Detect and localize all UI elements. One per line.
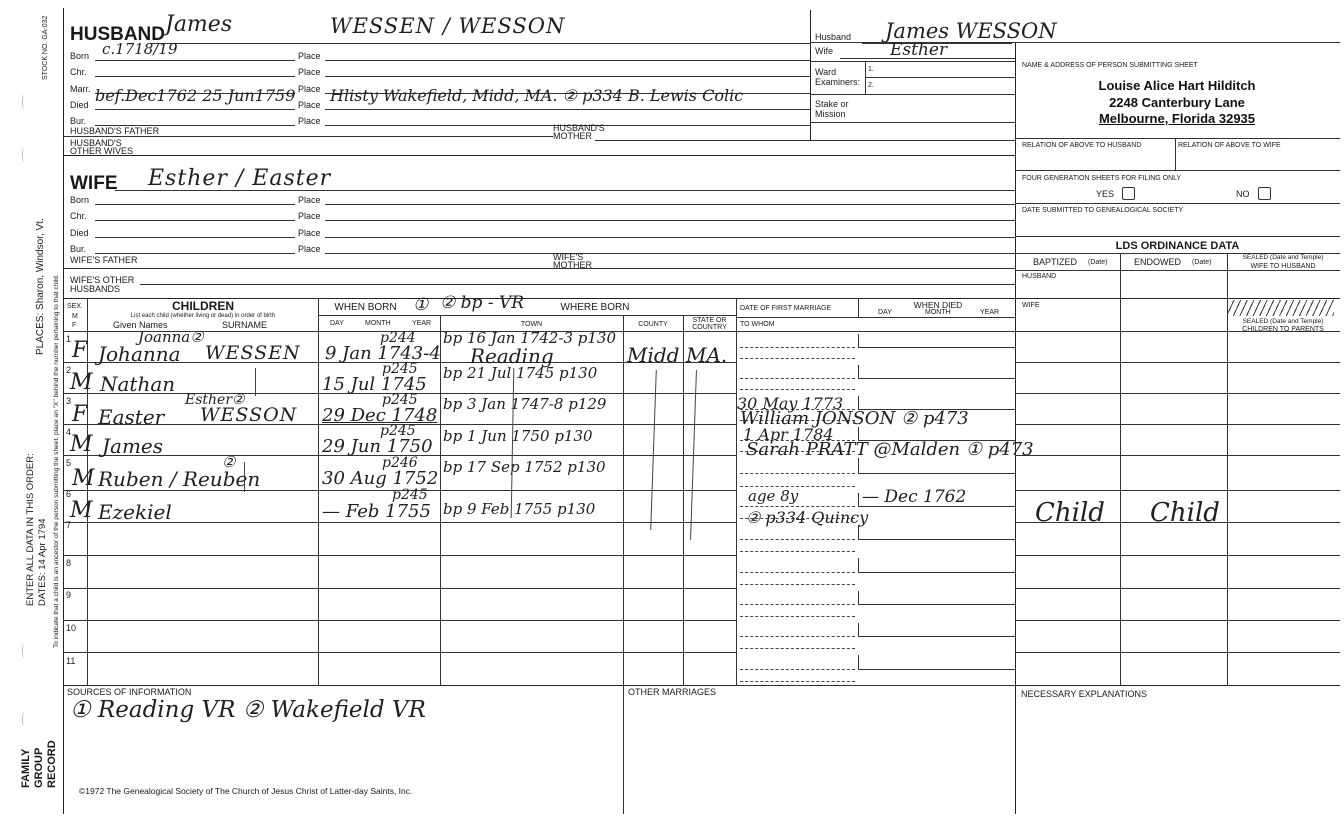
child-sex: F (72, 338, 88, 363)
date-submitted-label: DATE SUBMITTED TO GENEALOGICAL SOCIETY (1022, 207, 1184, 214)
where-born-mark: ② bp - VR (440, 293, 525, 313)
child-given-name: Easter (98, 405, 165, 429)
marriage-date-line (740, 636, 855, 637)
died-box-side (858, 655, 859, 669)
four-gen-yes-label: YES (1096, 189, 1115, 199)
children-instruction: List each child (whether living or dead) in order of birth (130, 313, 276, 319)
line (325, 60, 810, 61)
died-line (858, 572, 1015, 573)
marriage-date-line (740, 539, 855, 540)
child-born-page: p245 (382, 361, 418, 377)
child-born-page: p244 (380, 330, 416, 346)
marriage-date-line (740, 347, 855, 348)
child-marriage-date: 1 Apr 1784 (743, 425, 834, 444)
sex-m: M (72, 313, 78, 320)
line (325, 204, 1015, 205)
header-wife-value: Esther (890, 40, 948, 60)
child-given-alt: Esther② (185, 392, 245, 408)
wife-father-label: WIFE'S FATHER (70, 255, 138, 265)
child-number: 6 (66, 489, 72, 499)
marriage-spouse-line (740, 616, 855, 617)
marriage-date-line (740, 473, 855, 474)
husband-chr-label: Chr. (70, 67, 87, 77)
header-husband-label: Husband (815, 32, 852, 42)
line (95, 76, 295, 77)
husband-marr-label: Marr. (70, 84, 91, 94)
wife-born-place-label: Place (298, 195, 321, 205)
child-where: bp 3 Jan 1747-8 p129 (443, 395, 607, 413)
child-number: 1 (66, 334, 72, 344)
marriage-spouse-line (740, 358, 855, 359)
husband-died-place: Hlisty Wakefield, Midd, MA. ② p334 B. Lewis Colic (330, 86, 744, 105)
wife-bur-label: Bur. (70, 244, 87, 254)
line (1015, 270, 1340, 271)
died-box-side (858, 558, 859, 572)
lds-row-line (1015, 455, 1340, 456)
husband-born-value: c.1718/19 (102, 40, 178, 58)
child-born-date: 9 Jan 1743-4 (325, 343, 441, 364)
lds-hatched-box (1228, 300, 1334, 316)
wife-mother-label-2: MOTHER (553, 260, 592, 270)
line (810, 122, 1015, 123)
child-spouse: William JONSON ② p473 (740, 408, 969, 429)
child-number: 10 (66, 623, 77, 633)
line (595, 140, 1015, 141)
footer-divider (623, 685, 624, 814)
marriage-spouse-line (740, 681, 855, 682)
copyright: ©1972 The Genealogical Society of The Church of Jesus Christ of Latter-day Saints, Inc. (79, 786, 413, 796)
lds-row-line (1015, 490, 1340, 491)
header-husband-value: James WESSON (885, 19, 1057, 43)
lds-sealed-wife-2: WIFE TO HUSBAND (1250, 263, 1316, 270)
born-year-header: YEAR (412, 320, 432, 327)
lds-row-line (1015, 522, 1340, 523)
wife-chr-place-label: Place (298, 211, 321, 221)
child-row-line (63, 652, 736, 653)
lds-sealed-wife-1: SEALED (Date and Temple) (1242, 254, 1324, 261)
header-box-divider (810, 10, 811, 140)
died-line (858, 636, 1015, 637)
given-names-header: Given Names (113, 320, 168, 330)
dates-example: DATES: 14 Apr 1794 (37, 518, 48, 606)
lds-row-line (1015, 588, 1340, 589)
child-sex: F (72, 402, 88, 427)
died-line (858, 669, 1015, 670)
lds-title: LDS ORDINANCE DATA (1115, 240, 1240, 252)
died-line (858, 347, 1015, 348)
marriage-col-divider (736, 298, 737, 685)
child-born-page: p245 (382, 392, 418, 408)
family-group-record-2: GROUP (33, 747, 45, 788)
husband-died-label: Died (70, 100, 89, 110)
town-col-divider (440, 315, 441, 685)
four-gen-yes-checkbox[interactable] (1122, 187, 1135, 200)
born-month-header: MONTH (365, 320, 391, 327)
child-sex: M (72, 466, 95, 491)
margin-mark (22, 644, 26, 658)
child-given-name: Ezekiel (98, 500, 172, 524)
marriage-spouse-line (740, 648, 855, 649)
sex-header: SEX (67, 303, 82, 310)
child-number: 8 (66, 558, 72, 568)
husband-section-bottom (63, 155, 1015, 156)
husband-born-place-label: Place (298, 51, 321, 61)
line (115, 190, 1015, 191)
child-surname: WESSEN (205, 342, 301, 364)
lds-row-line (1015, 424, 1340, 425)
child-row-line (63, 588, 736, 589)
wife-chr-label: Chr. (70, 211, 87, 221)
child-born-page: p246 (382, 455, 418, 471)
line (865, 77, 1015, 78)
husband-mother-label-2: MOTHER (553, 131, 592, 141)
necessary-explanations-label: NECESSARY EXPLANATIONS (1021, 689, 1148, 699)
ditto-stroke (255, 368, 256, 396)
child-died-date: — Dec 1762 (862, 487, 967, 507)
lds-row-line (1015, 555, 1340, 556)
husband-bur-place-label: Place (298, 116, 321, 126)
died-year-header: YEAR (980, 309, 1000, 316)
child-sex: M (70, 370, 93, 395)
died-day-header: DAY (878, 309, 892, 316)
lds-endowed-date: (Date) (1192, 259, 1212, 266)
marriage-date-line (740, 604, 855, 605)
four-gen-no-checkbox[interactable] (1258, 187, 1271, 200)
child-town: Reading (470, 344, 554, 368)
lds-row-line (1015, 362, 1340, 363)
form-left-border (63, 8, 64, 814)
child-born-date: 29 Jun 1750 (322, 436, 433, 457)
sources-label: SOURCES OF INFORMATION (67, 687, 192, 697)
children-section-bottom (63, 685, 1340, 686)
died-line (858, 539, 1015, 540)
died-month-header: MONTH (925, 309, 951, 316)
when-born-col-divider (318, 298, 319, 685)
line (736, 317, 1015, 318)
marriage-spouse-line (740, 584, 855, 585)
wife-died-place-label: Place (298, 228, 321, 238)
wife-label: WIFE (70, 173, 118, 194)
child-born-page: p245 (380, 423, 416, 439)
husband-died-place-label: Place (298, 100, 321, 110)
wife-other-husbands-2: HUSBANDS (70, 284, 121, 294)
margin-mark (22, 148, 26, 162)
line (325, 109, 810, 110)
relation-divider (1175, 138, 1176, 170)
stake-label-2: Mission (815, 109, 846, 119)
died-box-side (858, 591, 859, 604)
ward-label: Ward (815, 67, 837, 77)
child-given-alt: Joanna② (138, 328, 204, 346)
family-group-record-3: RECORD (46, 740, 58, 788)
line (95, 204, 295, 205)
husband-chr-place-label: Place (298, 67, 321, 77)
died-box-side (858, 458, 859, 473)
child-given-name: Johanna (98, 342, 181, 366)
when-died-header: WHEN DIED (913, 300, 963, 310)
died-line (858, 604, 1015, 605)
header-wife-label: Wife (815, 46, 833, 56)
line (318, 315, 736, 316)
child-born-date: 15 Jul 1745 (322, 374, 427, 395)
child-given-name: James (102, 434, 164, 458)
stake-label-1: Stake or (815, 99, 849, 109)
child-sex: M (70, 432, 93, 457)
margin-mark (22, 95, 26, 109)
wife-name: Esther / Easter (148, 166, 332, 191)
children-header: CHILDREN (172, 299, 234, 313)
husband-marr-place-label: Place (298, 84, 321, 94)
child-number: 5 (66, 458, 72, 468)
died-line (858, 378, 1015, 379)
marriage-date-line (740, 506, 855, 507)
husband-born-label: Born (70, 51, 90, 61)
places-note: PLACES: Sharon, Windsor, Vt. (35, 218, 46, 355)
lds-child-entry-1: Child (1035, 498, 1105, 528)
family-group-record-1: FAMILY (20, 748, 32, 788)
lds-row-line (1015, 620, 1340, 621)
line (325, 253, 1015, 254)
examiner-1: 1. (868, 66, 874, 73)
child-number: 4 (66, 427, 72, 437)
husband-label: HUSBAND (70, 24, 165, 45)
county-header: COUNTY (638, 321, 668, 328)
line (95, 109, 295, 110)
stock-number: STOCK NO. GA-032 (42, 15, 49, 80)
lds-endowed: ENDOWED (1134, 257, 1181, 267)
child-number: 9 (66, 590, 72, 600)
child-given-alt: ② (222, 453, 236, 471)
margin-mark (22, 712, 26, 726)
examiner-2: 2. (868, 82, 874, 89)
line (1015, 170, 1340, 171)
submitter-street: 2248 Canterbury Lane (1109, 95, 1245, 110)
line (810, 94, 1015, 95)
child-given-name: Nathan (100, 372, 176, 396)
submitter-name: Louise Alice Hart Hilditch (1098, 78, 1256, 93)
line (1015, 138, 1340, 139)
line (810, 61, 1015, 62)
examiners-label: Examiners: (815, 77, 861, 87)
lds-child-entry-2: Child (1150, 498, 1220, 528)
marriage-date-line (740, 669, 855, 670)
child-number: 7 (66, 520, 72, 530)
died-box-side (858, 623, 859, 636)
child-born-date: 30 Aug 1752 (322, 468, 439, 489)
sources-value: ① Reading VR ② Wakefield VR (70, 697, 426, 723)
line (95, 60, 295, 61)
husband-given-name: James (165, 12, 233, 37)
child-marriage-date: 30 May 1773 (737, 394, 844, 413)
lds-row-line (1015, 652, 1340, 653)
ditto-stroke (244, 462, 245, 492)
child-where: bp 16 Jan 1742-3 p130 (443, 329, 616, 347)
child-surname: WESSON (200, 404, 298, 426)
line (840, 58, 1015, 59)
child-where: bp 17 Sep 1752 p130 (443, 458, 606, 476)
submitter-city: Melbourne, Florida 32935 (1098, 111, 1256, 126)
lds-sealed-children-1: SEALED (Date and Temple) (1242, 318, 1324, 325)
marriage-spouse-line (740, 551, 855, 552)
ancestor-instruction: To indicate that a child is an ancestor of the person submitting the sheet, place an "X" behind the number pertaining to that child. (53, 274, 60, 648)
child-row-line (736, 685, 1015, 686)
wife-other-husbands-1: WIFE'S OTHER (70, 275, 135, 285)
line (95, 220, 295, 221)
header-bottom-line (63, 331, 1340, 332)
died-box-side (858, 493, 859, 506)
child-where: bp 9 Feb 1755 p130 (443, 500, 596, 518)
died-line (858, 473, 1015, 474)
sex-f: F (72, 322, 77, 329)
born-day-header: DAY (330, 320, 344, 327)
husband-other-wives-2: OTHER WIVES (70, 146, 134, 156)
husband-father-label: HUSBAND'S FATHER (70, 126, 160, 136)
enter-data-order: ENTER ALL DATA IN THIS ORDER: (25, 453, 36, 606)
lds-sealed-children-2: CHILDREN TO PARENTS (1242, 326, 1324, 333)
lds-baptized: BAPTIZED (1033, 257, 1078, 267)
submitter-heading: NAME & ADDRESS OF PERSON SUBMITTING SHEET (1022, 62, 1198, 69)
child-where: bp 1 Jun 1750 p130 (443, 427, 593, 445)
child-state: MA. (686, 343, 728, 367)
wife-bur-place-label: Place (298, 244, 321, 254)
marriage-date-line (740, 572, 855, 573)
husband-other-wives-1: HUSBAND'S (70, 138, 122, 148)
town-header: TOWN (520, 321, 543, 328)
right-panel-divider (1015, 42, 1016, 814)
other-marriages-label: OTHER MARRIAGES (628, 687, 717, 697)
line (325, 237, 1015, 238)
county-col-divider (623, 315, 624, 685)
husband-surname: WESSEN / WESSON (330, 14, 566, 38)
line (63, 268, 1015, 269)
line (325, 220, 1015, 221)
child-given-name: Ruben / Reuben (98, 467, 261, 491)
child-died-age: age 8y (748, 487, 799, 505)
died-box-side (858, 334, 859, 347)
first-marriage-header: DATE OF FIRST MARRIAGE (740, 305, 832, 312)
husband-died-value: bef.Dec1762 25 Jun1759 (95, 86, 296, 105)
to-whom-header: TO WHOM (740, 321, 775, 328)
child-where: bp 21 Jul 1745 p130 (443, 364, 598, 382)
line (325, 76, 810, 77)
state-col-divider (683, 315, 684, 685)
wife-born-label: Born (70, 195, 90, 205)
relation-wife-label: RELATION OF ABOVE TO WIFE (1178, 142, 1281, 149)
line (140, 284, 1015, 285)
four-gen-label: FOUR GENERATION SHEETS FOR FILING ONLY (1022, 175, 1182, 182)
state-header-2: COUNTRY (692, 324, 727, 331)
child-born-date: — Feb 1755 (322, 501, 431, 522)
four-gen-no-label: NO (1236, 189, 1250, 199)
lds-husband-label: HUSBAND (1022, 273, 1057, 280)
where-born-header: WHERE BORN (560, 302, 630, 313)
wife-died-label: Died (70, 228, 89, 238)
surname-header: SURNAME (222, 320, 268, 330)
husband-name-line (150, 43, 810, 44)
marriage-spouse-line (740, 389, 855, 390)
line (1015, 203, 1340, 204)
child-born-page: p245 (392, 487, 428, 503)
line (1015, 236, 1340, 237)
line (95, 253, 295, 254)
when-born-mark: ① (413, 295, 429, 315)
child-sex: M (70, 498, 93, 523)
died-box-side (858, 525, 859, 539)
child-number: 11 (66, 656, 76, 666)
husband-bur-label: Bur. (70, 116, 87, 126)
lds-wife-label: WIFE (1022, 302, 1040, 309)
ditto-stroke (650, 370, 657, 530)
died-box-side (858, 365, 859, 378)
marriage-date-line (740, 378, 855, 379)
husband-mother-label-1: HUSBAND'S (553, 123, 605, 133)
child-number: 3 (66, 396, 72, 406)
wife-section-bottom (63, 298, 1340, 299)
line (95, 237, 295, 238)
state-header-1: STATE OR (692, 317, 727, 324)
lds-row-line (1015, 393, 1340, 394)
when-born-header: WHEN BORN (334, 302, 397, 313)
child-row-line (63, 620, 736, 621)
child-born-date: 29 Dec 1748 (322, 405, 438, 426)
child-county: Midd (627, 343, 680, 367)
child-died-note: ② p334 Quincy (746, 508, 869, 527)
line (63, 136, 553, 137)
child-number: 2 (66, 365, 72, 375)
relation-husband-label: RELATION OF ABOVE TO HUSBAND (1022, 142, 1142, 149)
lds-baptized-date: (Date) (1088, 259, 1108, 266)
child-row-line (63, 555, 736, 556)
child-spouse: Sarah PRATT @Malden ① p473 (746, 439, 1034, 460)
wife-mother-label-1: WIFE'S (553, 252, 584, 262)
